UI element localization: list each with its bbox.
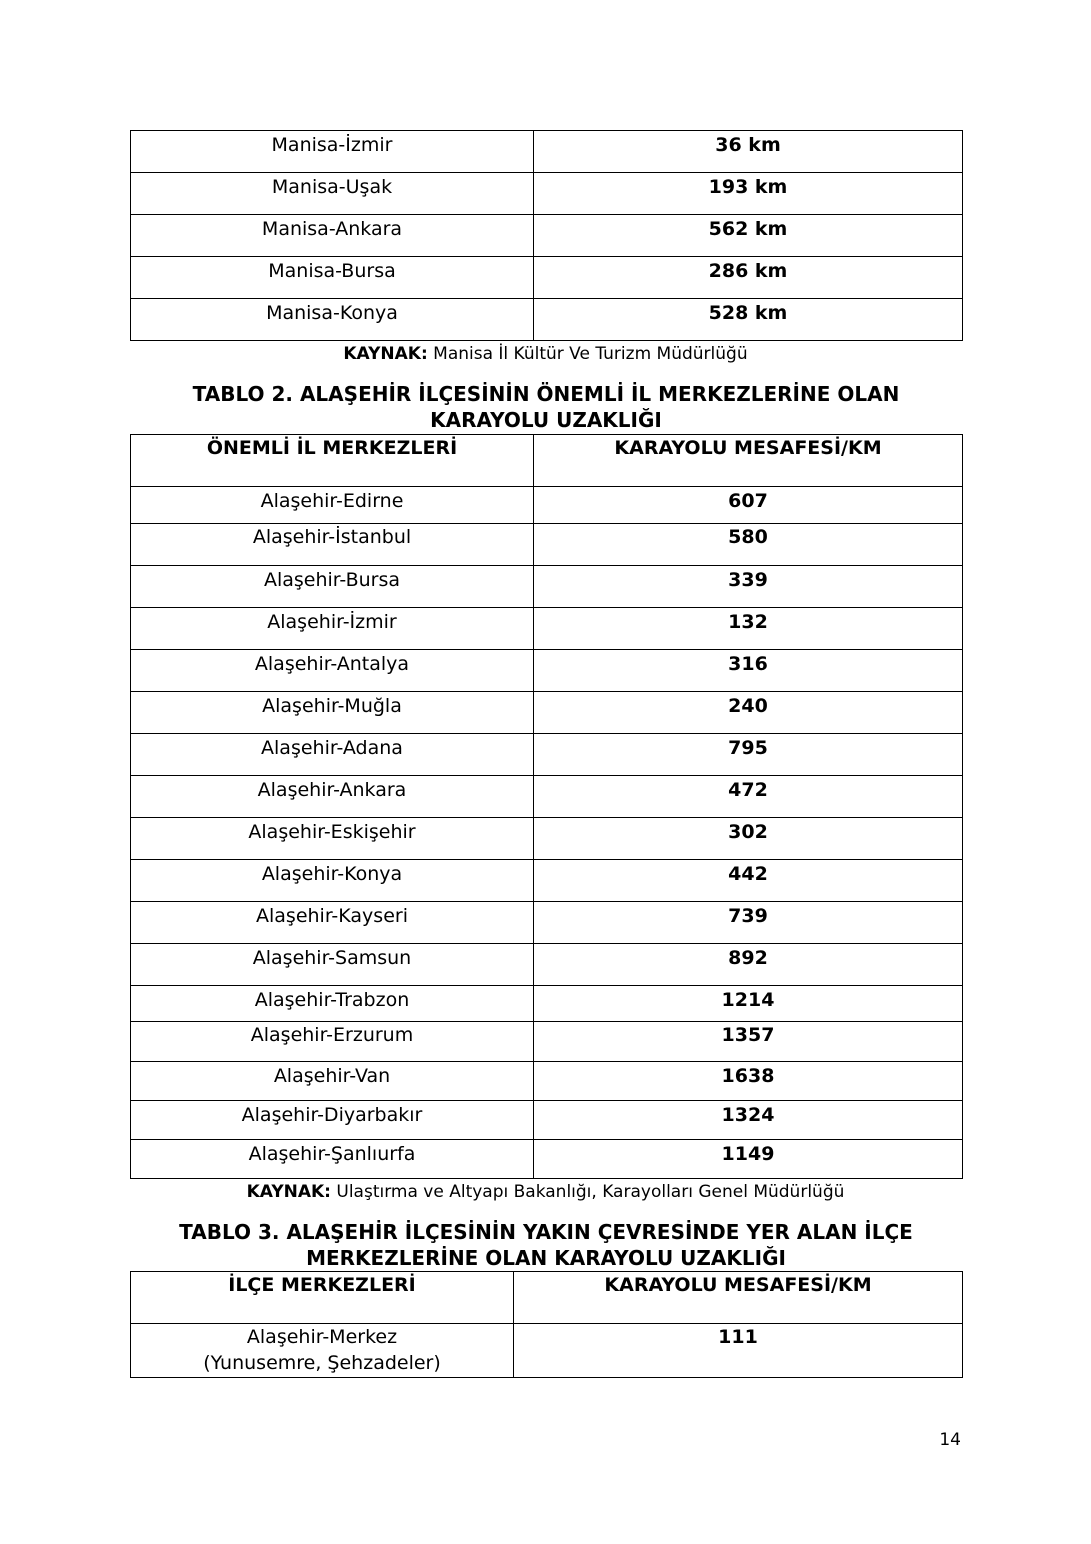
route-cell: Alaşehir-Muğla bbox=[131, 692, 534, 734]
table-row bbox=[131, 818, 963, 860]
route-cell: Manisa-Bursa bbox=[131, 257, 534, 299]
table-row bbox=[131, 1140, 963, 1179]
source-text: Ulaştırma ve Altyapı Bakanlığı, Karayolları Genel Müdürlüğü bbox=[330, 1182, 845, 1202]
route-cell bbox=[131, 1324, 514, 1378]
table-row bbox=[131, 860, 963, 902]
route-cell: Alaşehir-Ankara bbox=[131, 776, 534, 818]
distance-cell: 132 bbox=[534, 608, 963, 650]
table-header-row bbox=[131, 435, 963, 487]
distance-cell: 607 bbox=[534, 487, 963, 524]
route-cell: Manisa-Uşak bbox=[131, 173, 534, 215]
table-row bbox=[131, 131, 963, 173]
route-cell: Alaşehir-Diyarbakır bbox=[131, 1101, 534, 1140]
distance-cell: 1324 bbox=[534, 1101, 963, 1140]
table-row bbox=[131, 1062, 963, 1101]
table-row bbox=[131, 944, 963, 986]
source-caption-2 bbox=[0, 1181, 1091, 1203]
route-cell: Manisa-Ankara bbox=[131, 215, 534, 257]
table-3 bbox=[130, 1271, 963, 1378]
distance-cell: 36 km bbox=[534, 131, 963, 173]
route-cell: Alaşehir-Konya bbox=[131, 860, 534, 902]
route-cell: Alaşehir-Trabzon bbox=[131, 986, 534, 1022]
route-cell: Alaşehir-Antalya bbox=[131, 650, 534, 692]
header-cell: İLÇE MERKEZLERİ bbox=[131, 1272, 514, 1324]
table-2-title-line-1: TABLO 2. ALAŞEHİR İLÇESİNİN ÖNEMLİ İL MERKEZLERİNE OLAN bbox=[192, 382, 900, 406]
distance-cell: 1214 bbox=[534, 986, 963, 1022]
distance-cell: 580 bbox=[534, 524, 963, 566]
table-2-title bbox=[130, 381, 962, 433]
route-line-2: (Yunusemre, Şehzadeler) bbox=[203, 1352, 441, 1374]
page-number: 14 bbox=[939, 1430, 961, 1450]
distance-cell: 892 bbox=[534, 944, 963, 986]
table-3-title-line-1: TABLO 3. ALAŞEHİR İLÇESİNİN YAKIN ÇEVRESİNDE YER ALAN İLÇE bbox=[179, 1220, 913, 1244]
table-row bbox=[131, 257, 963, 299]
table-row bbox=[131, 650, 963, 692]
table-row bbox=[131, 566, 963, 608]
route-cell: Alaşehir-Kayseri bbox=[131, 902, 534, 944]
table-row bbox=[131, 173, 963, 215]
distance-cell: 528 km bbox=[534, 299, 963, 341]
distance-cell: 1357 bbox=[534, 1022, 963, 1062]
table-row bbox=[131, 1022, 963, 1062]
distance-cell: 442 bbox=[534, 860, 963, 902]
table-2 bbox=[130, 434, 963, 1179]
distance-cell: 302 bbox=[534, 818, 963, 860]
source-caption-1 bbox=[0, 343, 1091, 365]
route-cell: Manisa-Konya bbox=[131, 299, 534, 341]
table-row bbox=[131, 1324, 963, 1378]
distance-cell: 240 bbox=[534, 692, 963, 734]
route-cell: Alaşehir-Edirne bbox=[131, 487, 534, 524]
route-cell: Alaşehir-Eskişehir bbox=[131, 818, 534, 860]
header-cell: KARAYOLU MESAFESİ/KM bbox=[514, 1272, 963, 1324]
table-row bbox=[131, 902, 963, 944]
route-cell: Alaşehir-İstanbul bbox=[131, 524, 534, 566]
route-cell: Alaşehir-Adana bbox=[131, 734, 534, 776]
table-3-title-line-2: MERKEZLERİNE OLAN KARAYOLU UZAKLIĞI bbox=[306, 1246, 786, 1270]
distance-cell: 111 bbox=[514, 1324, 963, 1378]
route-cell: Alaşehir-Bursa bbox=[131, 566, 534, 608]
table-header-row bbox=[131, 1272, 963, 1324]
table-row bbox=[131, 215, 963, 257]
route-cell: Alaşehir-Samsun bbox=[131, 944, 534, 986]
table-row bbox=[131, 524, 963, 566]
distance-cell: 339 bbox=[534, 566, 963, 608]
distance-cell: 739 bbox=[534, 902, 963, 944]
distance-cell: 1149 bbox=[534, 1140, 963, 1179]
distance-cell: 316 bbox=[534, 650, 963, 692]
table-3-title bbox=[130, 1219, 962, 1271]
table-row bbox=[131, 1101, 963, 1140]
table-row bbox=[131, 608, 963, 650]
route-cell: Alaşehir-Şanlıurfa bbox=[131, 1140, 534, 1179]
table-row bbox=[131, 692, 963, 734]
table-row bbox=[131, 299, 963, 341]
table-row bbox=[131, 487, 963, 524]
route-cell: Alaşehir-Van bbox=[131, 1062, 534, 1101]
distance-cell: 562 km bbox=[534, 215, 963, 257]
source-label: KAYNAK: bbox=[343, 344, 428, 364]
table-1 bbox=[130, 130, 963, 341]
distance-cell: 193 km bbox=[534, 173, 963, 215]
header-cell: KARAYOLU MESAFESİ/KM bbox=[534, 435, 963, 487]
distance-cell: 795 bbox=[534, 734, 963, 776]
distance-cell: 1638 bbox=[534, 1062, 963, 1101]
source-label: KAYNAK: bbox=[246, 1182, 331, 1202]
route-cell: Manisa-İzmir bbox=[131, 131, 534, 173]
table-2-title-line-2: KARAYOLU UZAKLIĞI bbox=[430, 408, 662, 432]
header-cell: ÖNEMLİ İL MERKEZLERİ bbox=[131, 435, 534, 487]
distance-cell: 286 km bbox=[534, 257, 963, 299]
route-cell: Alaşehir-Erzurum bbox=[131, 1022, 534, 1062]
source-text: Manisa İl Kültür Ve Turizm Müdürlüğü bbox=[427, 344, 748, 364]
route-line-1: Alaşehir-Merkez bbox=[246, 1326, 398, 1348]
table-row bbox=[131, 986, 963, 1022]
table-row bbox=[131, 776, 963, 818]
route-cell: Alaşehir-İzmir bbox=[131, 608, 534, 650]
distance-cell: 472 bbox=[534, 776, 963, 818]
table-row bbox=[131, 734, 963, 776]
